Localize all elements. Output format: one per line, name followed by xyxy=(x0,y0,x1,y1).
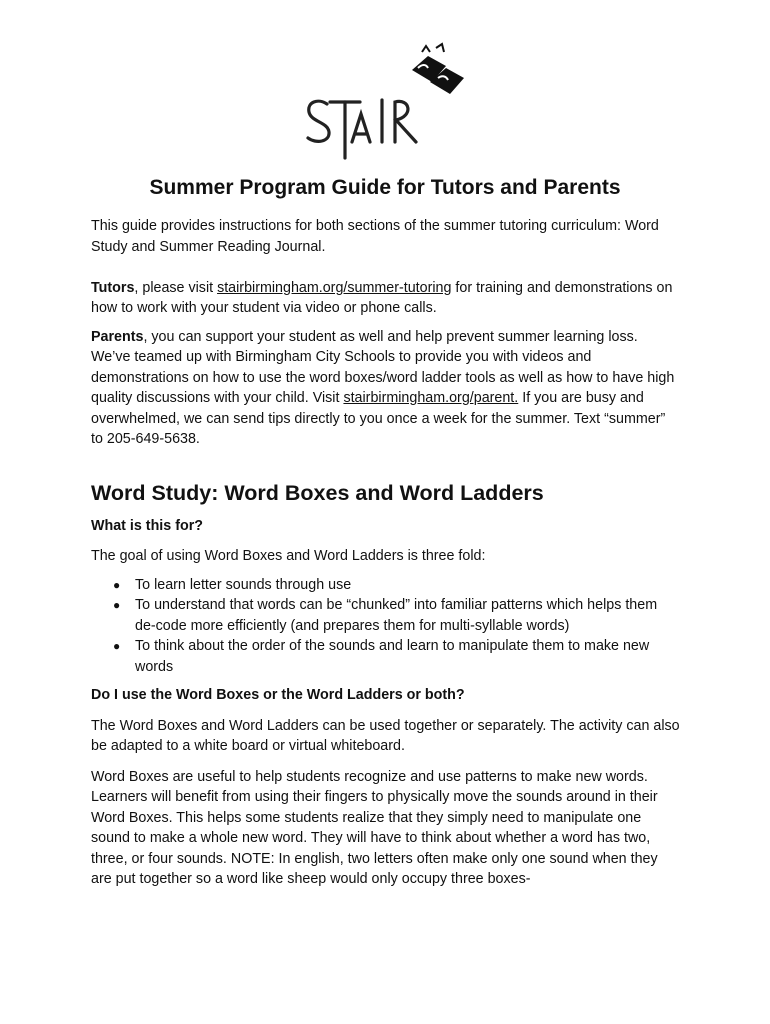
word-study-heading: Word Study: Word Boxes and Word Ladders xyxy=(91,480,544,505)
boxes-or-ladders-heading: Do I use the Word Boxes or the Word Ladders or both? xyxy=(91,687,465,703)
tutors-label: Tutors xyxy=(91,279,135,296)
book-icon xyxy=(412,44,464,94)
bullet-icon: ● xyxy=(113,577,121,592)
intro-paragraph: This guide provides instructions for both sections of the summer tutoring curriculum: Word Study and Summer Reading Journal. xyxy=(91,218,659,255)
document-title: Summer Program Guide for Tutors and Parents xyxy=(149,176,621,199)
stair-wordmark xyxy=(308,100,416,158)
document-body xyxy=(91,216,681,890)
list-item: ● To understand that words can be “chunked” into familiar patterns which helps them de-code more efficiently (and prepares them for multi-syllable words) xyxy=(113,597,658,634)
used-together-paragraph: The Word Boxes and Word Ladders can be used together or separately. The activity can also be adapted to a white board or virtual whiteboard. xyxy=(91,717,680,754)
word-boxes-paragraph: Word Boxes are useful to help students recognize and use patterns to make new words. Learners will benefit from using their fingers to physically move the sounds around in their Word Boxes. This helps some students realize that they simply need to manipulate one sound to make a whole new word. They will have to think about whether a word has two, three, or four sounds. NOTE: In english, two letters often make only one sound when they are put together so a word like sheep would only occupy three boxes- xyxy=(91,768,658,887)
list-item: ● To think about the order of the sounds and learn to manipulate them to make new words xyxy=(113,638,650,675)
parents-text-before: , you can support your student as well and help prevent summer learning loss. We’ve teamed up with Birmingham City Schools to provide you with videos and demonstrations on how to use the word boxes/word ladder tools as well as how to have high quality discussions with your child. Visit xyxy=(91,328,675,406)
tutors-text-after: for training and demonstrations on how to work with your student via video or phone calls. xyxy=(91,279,673,316)
parents-label: Parents xyxy=(91,328,144,345)
tutors-text-before: , please visit xyxy=(134,279,218,296)
stair-logo xyxy=(300,40,470,165)
what-is-this-for-heading: What is this for? xyxy=(91,517,203,534)
parents-paragraph xyxy=(91,327,681,450)
goal-paragraph: The goal of using Word Boxes and Word Ladders is three fold: xyxy=(91,548,486,564)
list-item: ● To learn letter sounds through use xyxy=(91,575,681,596)
tutoring-link[interactable]: stairbirmingham.org/summer-tutoring xyxy=(217,279,452,296)
bullet-icon: ● xyxy=(113,639,121,653)
parents-text-after: If you are busy and overwhelmed, we can send tips directly to you once a week for the summer. Text “summer” to 205-649-5638. xyxy=(91,390,666,447)
parent-link[interactable]: stairbirmingham.org/parent. xyxy=(343,390,519,406)
tutors-paragraph xyxy=(91,278,681,319)
bullet-icon: ● xyxy=(113,598,121,612)
goal-list xyxy=(91,575,681,678)
